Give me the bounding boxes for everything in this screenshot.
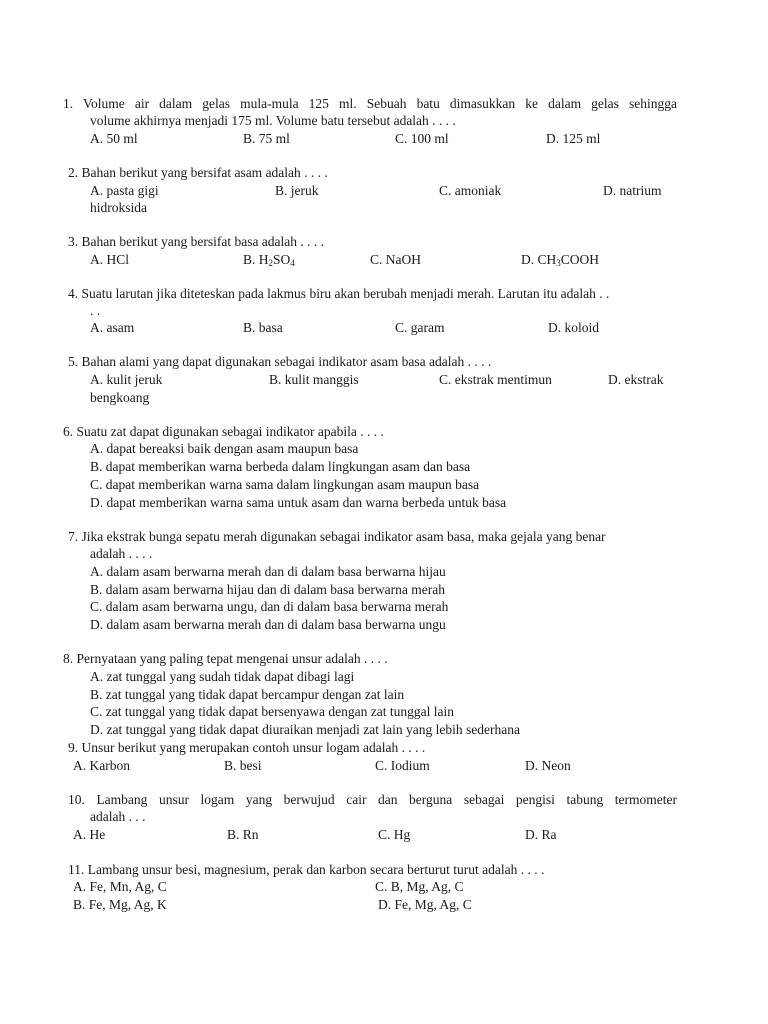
question-5-stem: 5. Bahan alami yang dapat digunakan sebagai indikator asam basa adalah . . . .: [68, 354, 492, 369]
q3-option-a: A. HCl: [90, 252, 130, 267]
q7-option-c: C. dalam asam berwarna ungu, dan di dalam basa berwarna merah: [90, 599, 449, 614]
q11-option-b: B. Fe, Mg, Ag, K: [73, 897, 167, 912]
q2-option-a: A. pasta gigi: [90, 183, 159, 198]
q4-option-a: A. asam: [90, 320, 135, 335]
q3-option-c: C. NaOH: [370, 252, 421, 267]
q11-option-d: D. Fe, Mg, Ag, C: [378, 897, 472, 912]
q7-option-d: D. dalam asam berwarna merah dan di dalam basa berwarna ungu: [90, 617, 446, 632]
q10-option-d: D. Ra: [525, 827, 557, 842]
q2-option-c: C. amoniak: [439, 183, 502, 198]
q3-option-d: D. $CH_3COOH$: [521, 252, 600, 268]
question-4-stem: 4. Suatu larutan jika diteteskan pada lakmus biru akan berubah menjadi merah. Larutan itu adalah . .: [68, 286, 610, 301]
q9-option-b: B. besi: [224, 758, 262, 773]
q10-option-a: A. He: [73, 827, 106, 842]
q9-option-c: C. Iodium: [375, 758, 430, 773]
q8-option-c: C. zat tunggal yang tidak dapat bersenyawa dengan zat tunggal lain: [90, 704, 454, 719]
q5-option-d-cont: bengkoang: [90, 390, 150, 405]
q6-option-b: B. dapat memberikan warna berbeda dalam lingkungan asam dan basa: [90, 459, 471, 474]
q11-option-c: C. B, Mg, Ag, C: [375, 879, 464, 894]
q4-option-d: D. koloid: [548, 320, 600, 335]
question-10-stem-cont: adalah . . .: [90, 809, 146, 824]
q9-option-a: A. Karbon: [73, 758, 130, 773]
q1-option-d: D. 125 ml: [546, 131, 601, 146]
question-2-stem: 2. Bahan berikut yang bersifat asam adalah . . . .: [68, 165, 328, 180]
q6-option-d: D. dapat memberikan warna sama untuk asam dan warna berbeda untuk basa: [90, 495, 507, 510]
q4-option-b: B. basa: [243, 320, 283, 335]
q5-option-d: D. ekstrak: [608, 372, 664, 387]
q2-option-d-cont: hidroksida: [90, 200, 147, 215]
q1-option-c: C. 100 ml: [395, 131, 449, 146]
q1-option-a: A. 50 ml: [90, 131, 138, 146]
q7-option-b: B. dalam asam berwarna hijau dan di dalam basa berwarna merah: [90, 582, 445, 597]
q5-option-a: A. kulit jeruk: [90, 372, 163, 387]
question-3-stem: 3. Bahan berikut yang bersifat basa adalah . . . .: [68, 234, 325, 249]
q5-option-c: C. ekstrak mentimun: [439, 372, 552, 387]
question-11-stem: 11. Lambang unsur besi, magnesium, perak dan karbon secara berturut turut adalah . . . .: [68, 862, 545, 877]
q9-option-d: D. Neon: [525, 758, 571, 773]
q2-option-b: B. jeruk: [275, 183, 319, 198]
q7-option-a: A. dalam asam berwarna merah dan di dalam basa berwarna hijau: [90, 564, 446, 579]
q6-option-c: C. dapat memberikan warna sama dalam lingkungan asam maupun basa: [90, 477, 480, 492]
question-9-stem: 9. Unsur berikut yang merupakan contoh unsur logam adalah . . . .: [68, 740, 426, 755]
question-1-stem: 1. Volume air dalam gelas mula-mula 125 ml. Sebuah batu dimasukkan ke dalam gelas sehingga: [63, 96, 677, 111]
question-7-stem-cont: adalah . . . .: [90, 546, 153, 561]
question-6-stem: 6. Suatu zat dapat digunakan sebagai indikator apabila . . . .: [63, 424, 384, 439]
question-7-stem: 7. Jika ekstrak bunga sepatu merah digunakan sebagai indikator asam basa, maka gejala yang benar: [68, 529, 606, 544]
q1-option-b: B. 75 ml: [243, 131, 290, 146]
q10-option-b: B. Rn: [227, 827, 259, 842]
q5-option-b: B. kulit manggis: [269, 372, 359, 387]
q8-option-d: D. zat tunggal yang tidak dapat diuraikan menjadi zat lain yang lebih sederhana: [90, 722, 520, 737]
q3-option-b: B. $H_2SO_4$: [243, 252, 295, 268]
q2-option-d: D. natrium: [603, 183, 662, 198]
question-8-stem: 8. Pernyataan yang paling tepat mengenai unsur adalah . . . .: [63, 651, 388, 666]
question-1-stem-cont: volume akhirnya menjadi 175 ml. Volume batu tersebut adalah . . . .: [90, 113, 456, 128]
question-10-stem: 10. Lambang unsur logam yang berwujud cair dan berguna sebagai pengisi tabung termometer: [68, 792, 677, 807]
question-4-stem-cont: . .: [90, 303, 101, 318]
q11-option-a: A. Fe, Mn, Ag, C: [73, 879, 167, 894]
q4-option-c: C. garam: [395, 320, 445, 335]
q8-option-b: B. zat tunggal yang tidak dapat bercampur dengan zat lain: [90, 687, 405, 702]
q8-option-a: A. zat tunggal yang sudah tidak dapat dibagi lagi: [90, 669, 355, 684]
q6-option-a: A. dapat bereaksi baik dengan asam maupun basa: [90, 441, 359, 456]
q10-option-c: C. Hg: [378, 827, 411, 842]
